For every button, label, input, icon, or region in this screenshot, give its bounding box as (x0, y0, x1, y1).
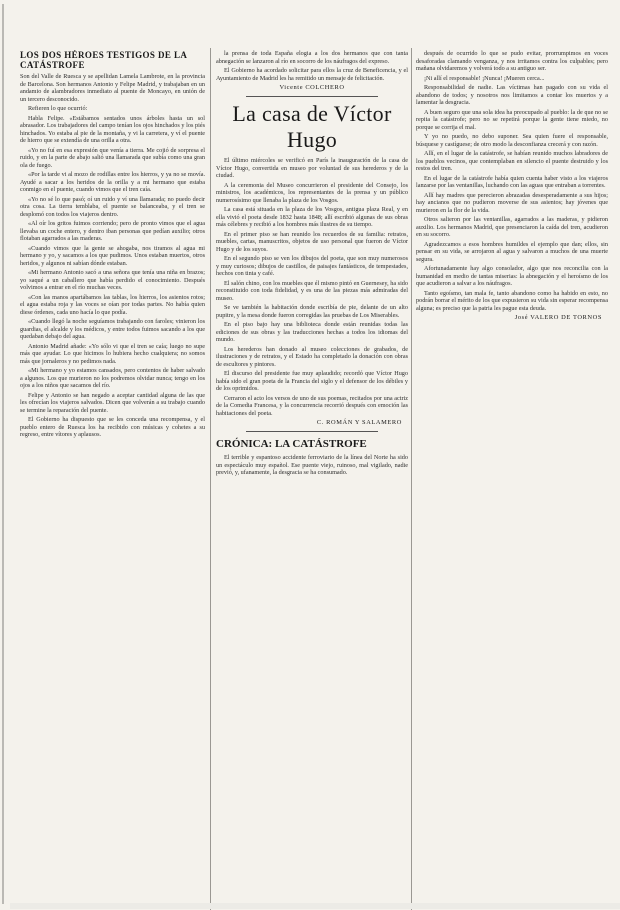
signature-roman-salamero: C. ROMÁN Y SALAMERO (316, 419, 402, 426)
article-title-heroes: LOS DOS HÉROES TESTIGOS DE LA CATÁSTROFE (20, 50, 187, 70)
page-binding-edge (2, 4, 12, 904)
article-paragraph: En el lugar de la catástrofe había quien cuenta haber visto a los viajeros lanzarse por las ventanillas, luchando con las aguas que entraban a torrentes. (416, 174, 608, 189)
article-title-cronica: CRÓNICA: LA CATÁSTROFE (216, 438, 367, 450)
article-paragraph: Allí, en el lugar de la catástrofe, se habían reunido muchos labradores de los pueblos vecinos, que contemplaban en silencio el puente destruido y los restos del tren. (416, 150, 608, 172)
article-paragraph: «Cuando vimos que la gente se ahogaba, nos tiramos al agua mi hermano y yo, y sacamos a los que pudimos. Unos estaban muertos, otros heridos, y algunos ni sabían dónde estaban. (20, 244, 205, 267)
article-paragraph: «Por la tarde vi al mozo de rodillas entre los hierros, y ya no se movía. Ayudé a sacar a los heridos de la orilla y a mi hermano que estaba conmigo en el puente, cuando vimos que el tren caía. (20, 171, 205, 193)
column-3 (416, 50, 608, 326)
article-paragraph: «Al oír los gritos fuimos corriendo; pero de pronto vimos que el agua llevaba un coche entero, y dentro iban personas que pedían auxilio; otros flotaban agarrados a las maderas. (20, 220, 205, 242)
article-paragraph: Tanto egoísmo, tan mala fe, tanto abandono como ha habido en esto, no podrán borrar el mérito de los que expusieron su vida sin esperar recompensa alguna; es preciso que la patria les pague esta deuda. (416, 289, 608, 312)
article-paragraph: Se ve también la habitación donde escribía de pie, delante de un alto pupitre, y la mesa donde fueron corregidas las pruebas de Los Miserables. (216, 304, 408, 319)
divider (246, 96, 378, 97)
article-paragraph: Otros salieron por las ventanillas, agarrados a las maderas, y pidieron auxilio. Los hermanos Madrid, que presenciaron la caída del tren, acudieron en su socorro. (416, 216, 608, 238)
article-paragraph: «Mi hermano Antonio sacó a una señora que tenía una niña en brazos; yo saqué a un caballero que había perdido el conocimiento. Después volvimos a entrar en el río muchas veces. (20, 269, 205, 291)
article-paragraph: Agradezcamos a esos hombres humildes el ejemplo que dan; ellos, sin pensar en su vida, se arrojaron al agua y salvaron a muchos de una muerte segura. (416, 240, 608, 263)
article-paragraph: Allí hay madres que perecieron abrazadas desesperadamente a sus hijos; hay ancianos que no pudieron moverse de sus asientos; hay jóvenes que murieron en la flor de la vida. (416, 191, 608, 214)
article-paragraph: El Gobierno ha dispuesto que se les conceda una recompensa, y el pueblo entero de Ruesca los ha recibido con músicas y cohetes a su regreso, entre vítores y aplausos. (20, 416, 205, 438)
signature-valero-de-tornos: José VALERO DE TORNOS (514, 314, 602, 321)
article-paragraph: Afortunadamente hay algo consolador, algo que nos reconcilia con la humanidad en medio de tantas miserias: la abnegación y el heroísmo de los que acudieron a salvar a los náufragos. (416, 265, 608, 287)
article-paragraph: Refieren lo que ocurrió: (28, 105, 88, 112)
column-1 (20, 50, 205, 441)
signature-colchero: Vicente COLCHERO (279, 84, 345, 91)
article-paragraph: En el primer piso se han reunido los recuerdos de su familia: retratos, muebles, cartas, manuscritos, objetos de uso personal que fueron de Víctor Hugo y de los suyos. (216, 230, 408, 253)
article-paragraph: Felipe y Antonio se han negado a aceptar cantidad alguna de las que les ofrecían los viajeros salvados. Dicen que volverán a su trabajo cuando se termine la reparación del puente. (20, 391, 205, 414)
article-paragraph: Y yo no puedo, no debo suponer. Sea quien fuere el responsable, búsquese y castíguese; de otro modo la desconfianza crecerá y con razón. (416, 133, 608, 148)
article-paragraph: «Cuando llegó la noche seguíamos trabajando con faroles; vinieron los guardias, el alcalde y los médicos, y entre todos fuimos sacando a los que quedaban debajo del agua. (20, 318, 205, 340)
column-2 (216, 50, 408, 479)
article-paragraph: Antonio Madrid añade: «Yo sólo vi que el tren se caía; luego no supe más que ayudar. Lo que hicimos lo hubiera hecho cualquiera; no somos más que jornaleros y no pedimos nada. (20, 342, 205, 365)
column-rule (210, 48, 211, 910)
article-paragraph: ¡Ni allí el responsable! ¡Nunca! ¡Mueren cerca... (424, 74, 545, 82)
article-paragraph: «Mi hermano y yo estamos cansados, pero contentos de haber salvado a algunos. Los que murieron no los podremos olvidar nunca; tengo en los ojos a los niños que sacamos del río. (20, 367, 205, 389)
article-paragraph: Responsabilidad de nadie. Las víctimas han pagado con su vida el abandono de todos; y nosotros nos limitamos a contar los muertos y a lamentar la desgracia. (416, 84, 608, 106)
article-paragraph: A buen seguro que una sola idea ha preocupado al pueblo: la de que no se repita la catástrofe; pero no se repetirá porque la gente tiene miedo, no porque se corrija el mal. (416, 108, 608, 131)
article-paragraph: El terrible y espantoso accidente ferroviario de la línea del Norte ha sido un espectáculo muy español. Ese puente viejo, ruinoso, mal vigilado, nadie previó, y, ufanamente, la desgracia se ha consumado. (216, 454, 408, 476)
article-paragraph: En el segundo piso se ven los dibujos del poeta, que son muy numerosos y muy curiosos; dibujos de castillos, de paisajes fantásticos, de tempestades, hechos con tinta y café. (216, 255, 408, 277)
article-paragraph: «Yo no sé lo que pasó; oí un ruido y ví una llamarada; no puedo decir otra cosa. La tierra temblaba, el puente se balanceaba, y el tren se desplomó con todos los viajeros dentro. (20, 195, 205, 218)
article-paragraph: El salón chino, con los muebles que él mismo pintó en Guernesey, ha sido reconstituido con toda fidelidad, y es una de las piezas más admiradas del museo. (216, 279, 408, 302)
article-lead: Son del Valle de Ruesca y se apellidan Lamela Lambrote, en la provincia de Barcelona. Son hermanos Antonio y Felipe Madrid, y trabajaban en un andamio de alambradores inmediato al puente de Moncayo, en unión de un tercero desconocido. (20, 73, 205, 103)
article-paragraph: El Gobierno ha acordado solicitar para ellos la cruz de Beneficencia, y el Ayuntamiento de Madrid les ha remitido un mensaje de felicitación. (216, 67, 408, 82)
article-paragraph: Cerraron el acto los versos de uno de sus poemas, recitados por una actriz de la Comedia Francesa, y la concurrencia recorrió después con emoción las habitaciones del poeta. (216, 394, 408, 417)
article-paragraph: Los herederos han donado al museo colecciones de grabados, de ilustraciones y de retratos, y el Estado ha completado la donación con obras de escultores y pintores. (216, 345, 408, 368)
article-paragraph: La casa está situada en la plaza de los Vosgos, antigua plaza Real, y en ella vivió el poeta desde 1832 hasta 1848; allí escribió algunas de sus obras más célebres y recibió a los hombres más ilustres de su tiempo. (216, 206, 408, 228)
article-title-victor-hugo: La casa de Víctor Hugo (232, 101, 392, 152)
article-paragraph: «Con las manos apartábamos las tablas, los hierros, los asientos rotos; el agua estaba roja y las voces se oían por todas partes. No había quien diese órdenes, cada uno hacía lo que podía. (20, 293, 205, 316)
article-paragraph: después de ocurrido lo que se pudo evitar, prorrumpimos en voces desaforadas clamando venganza, y nos irritamos contra los culpables; pero mañana olvidaremos y volverá todo a su antiguo ser. (416, 50, 608, 72)
article-paragraph: El discurso del presidente fue muy aplaudido; recordó que Víctor Hugo había sido el gran poeta de la Francia del siglo y el defensor de los débiles y de los oprimidos. (216, 370, 408, 392)
article-paragraph: Habla Felipe. «Estábamos sentados unos árboles hasta un sol abrasador. Los trabajadores del campo tenían los ojos hinchados y los piés hinchados. Yo estaba al pie de la montaña, y vi la carretera, y ví el puente de hierro que se extendía de una orilla a otra. (20, 114, 205, 144)
divider (246, 431, 378, 432)
column-rule (411, 48, 412, 910)
page-bottom-edge (10, 903, 620, 909)
article-paragraph: la prensa de toda España elogia a los dos hermanos que con tanta abnegación se lanzaron al río en socorro de los náufragos del expreso. (216, 50, 408, 65)
article-paragraph: «Yo no fuí en esa expresión que venía a tierra. Me cojió de sorpresa el ruido, y en la parte de abajo salió una llamarada que subía como una gran ola de fuego. (20, 146, 205, 169)
article-paragraph: El último miércoles se verificó en París la inauguración de la casa de Víctor Hugo, convertida en museo por voluntad de sus herederos y de la ciudad. (216, 157, 408, 179)
article-paragraph: En el piso bajo hay una biblioteca donde están reunidas todas las ediciones de sus obras y las traducciones hechas a todos los idiomas del mundo. (216, 321, 408, 343)
article-paragraph: A la ceremonia del Museo concurrieron el presidente del Consejo, los ministros, los académicos, los representantes de la prensa y un público numerosísimo que llenaba la plaza de los Vosgos. (216, 181, 408, 204)
